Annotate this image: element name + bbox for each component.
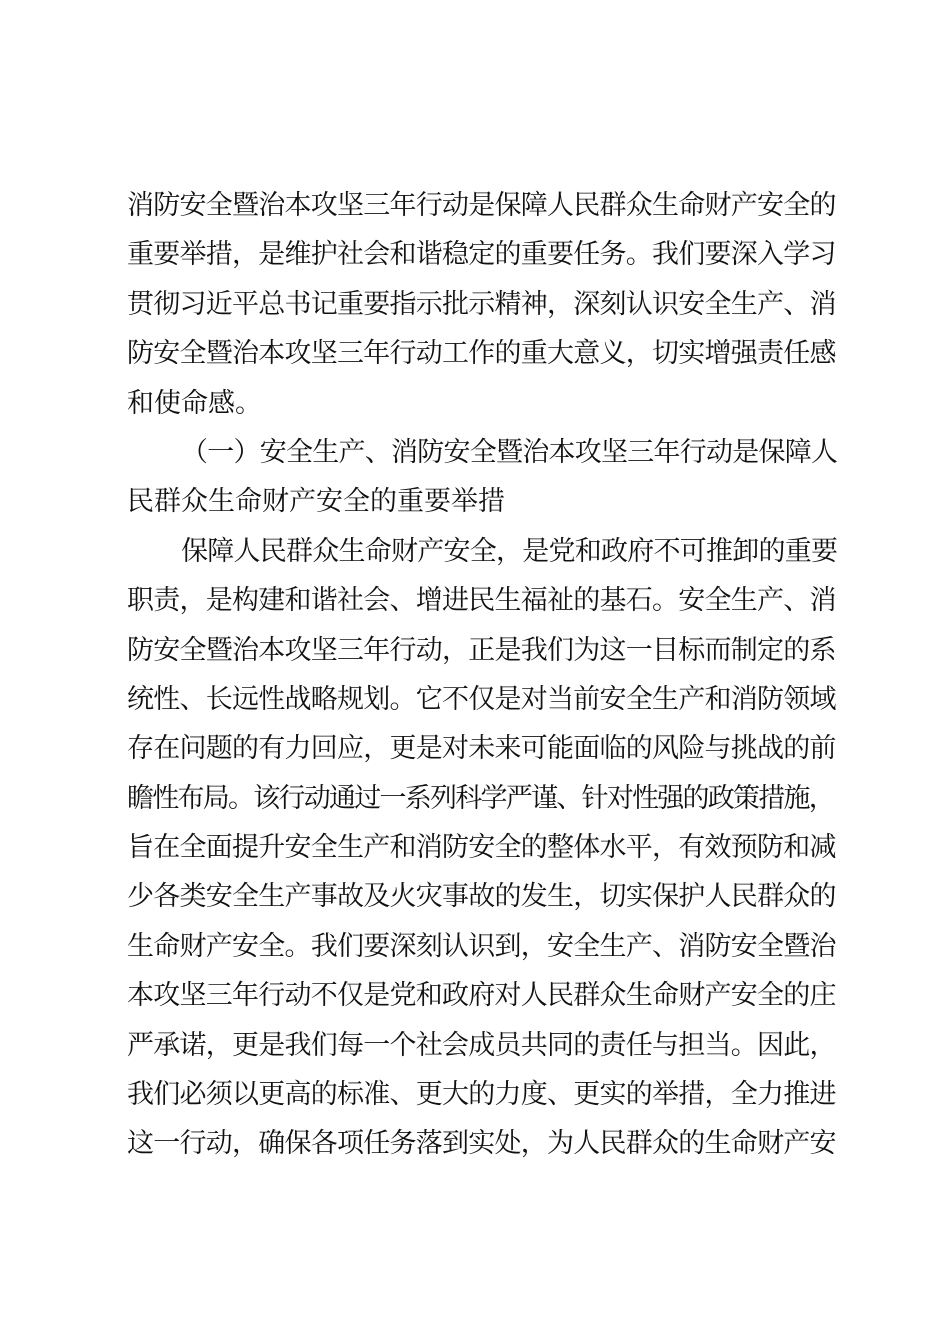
document-body (127, 181, 837, 1169)
text-line: 防安全暨治本攻坚三年行动，正是我们为这一目标而制定的系 (127, 634, 836, 666)
text-line: 重要举措，是维护社会和谐稳定的重要任务。我们要深入学习 (127, 239, 836, 271)
text-line: 贯彻习近平总书记重要指示批示精神，深刻认识安全生产、消 (127, 288, 836, 320)
text-line: 和使命感。 (127, 387, 262, 419)
text-line: 防安全暨治本攻坚三年行动工作的重大意义，切实增强责任感 (127, 338, 836, 370)
text-line: 职责，是构建和谐社会、增进民生福祉的基石。安全生产、消 (127, 585, 836, 617)
section-heading-line: 民群众生命财产安全的重要举措 (127, 486, 505, 518)
text-line: 这一行动，确保各项任务落到实处，为人民群众的生命财产安 (127, 1128, 836, 1160)
text-line: 少各类安全生产事故及火灾事故的发生，切实保护人民群众的 (127, 881, 836, 913)
text-line: 消防安全暨治本攻坚三年行动是保障人民群众生命财产安全的 (127, 190, 836, 221)
text-line: 存在问题的有力回应，更是对未来可能面临的风险与挑战的前 (127, 733, 836, 765)
text-line: 严承诺，更是我们每一个社会成员共同的责任与担当。因此， (127, 1029, 836, 1061)
section-heading-line: （一）安全生产、消防安全暨治本攻坚三年行动是保障人 (181, 436, 838, 468)
text-line: 瞻性布局。该行动通过一系列科学严谨、针对性强的政策措施， (127, 782, 834, 814)
text-line: 保障人民群众生命财产安全，是党和政府不可推卸的重要 (181, 535, 838, 567)
text-line: 本攻坚三年行动不仅是党和政府对人民群众生命财产安全的庄 (127, 980, 836, 1012)
text-line: 旨在全面提升安全生产和消防安全的整体水平，有效预防和减 (127, 832, 836, 864)
text-line: 生命财产安全。我们要深刻认识到，安全生产、消防安全暨治 (127, 930, 836, 962)
text-line: 我们必须以更高的标准、更大的力度、更实的举措，全力推进 (127, 1079, 836, 1111)
text-line: 统性、长远性战略规划。它不仅是对当前安全生产和消防领域 (127, 683, 836, 715)
